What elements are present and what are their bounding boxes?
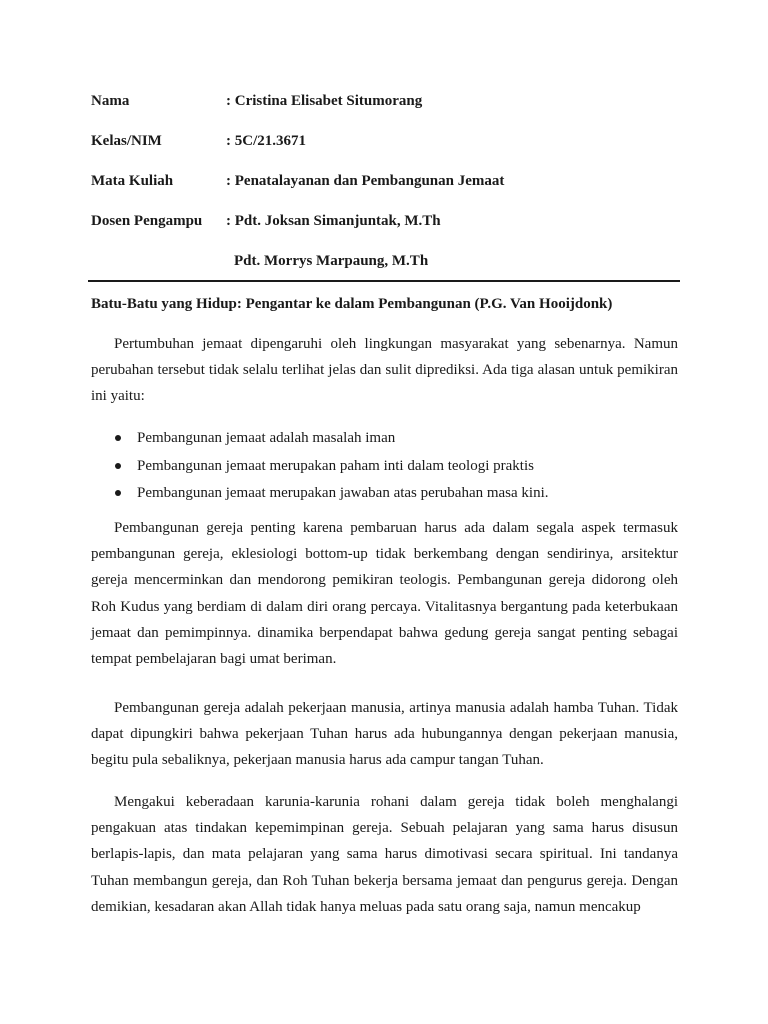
header-label: Nama bbox=[91, 93, 130, 109]
header-row-dosen-pengampu bbox=[91, 211, 441, 231]
list-item bbox=[91, 482, 678, 510]
second-lecturer: Pdt. Morrys Marpaung, M.Th bbox=[234, 253, 429, 269]
bullet-icon bbox=[115, 490, 121, 496]
bullet-list bbox=[91, 427, 678, 510]
bullet-icon bbox=[115, 435, 121, 441]
header-value: : Cristina Elisabet Situmorang bbox=[226, 93, 423, 109]
document-title: Batu-Batu yang Hidup: Pengantar ke dalam Pembangunan (P.G. Van Hooijdonk) bbox=[91, 296, 613, 312]
intro-paragraph: Pertumbuhan jemaat dipengaruhi oleh lingkungan masyarakat yang sebenarnya. Namun perubahan tersebut tidak selalu terlihat jelas dan sulit diprediksi. Ada tiga alasan untuk pemikiran ini yaitu: bbox=[91, 336, 678, 405]
header-row-nama bbox=[91, 91, 422, 111]
header-label: Dosen Pengampu bbox=[91, 213, 203, 229]
body-paragraph: Mengakui keberadaan karunia-karunia rohani dalam gereja tidak boleh menghalangi pengakuan atas tindakan kepemimpinan gereja. Sebuah pelajaran yang sama harus disusun berlapis-lapis, dan mata pelajaran yang sama harus dimotivasi secara spiritual. Ini tandanya Tuhan membangun gereja, dan Roh Tuhan bekerja bersama jemaat dan pengurus gereja. Dengan demikian, kesadaran akan Allah tidak hanya meluas pada satu orang saja, namun mencakup bbox=[91, 794, 678, 915]
body-paragraph: Pembangunan gereja penting karena pembaruan harus ada dalam segala aspek termasuk pembangunan gereja, eklesiologi bottom-up tidak berkembang dengan sendirinya, arsitektur gereja mencerminkan dan mendorong pemikiran teologis. Pembangunan gereja didorong oleh Roh Kudus yang berdiam di dalam diri orang percaya. Vitalitasnya bergantung pada keterbukaan jemaat dan pemimpinnya. dinamika berpendapat bahwa gedung gereja sangat penting sebagai tempat pembelajaran bagi umat beriman. bbox=[91, 520, 678, 668]
header-value: : Penatalayanan dan Pembangunan Jemaat bbox=[226, 173, 505, 189]
header-label: Kelas/NIM bbox=[91, 133, 162, 149]
header-row-mata-kuliah bbox=[91, 171, 504, 191]
bullet-icon bbox=[115, 463, 121, 469]
list-item bbox=[91, 427, 678, 455]
list-item-text: Pembangunan jemaat merupakan paham inti dalam teologi praktis bbox=[137, 457, 534, 474]
header-value: : 5C/21.3671 bbox=[226, 133, 306, 149]
header-row-kelas-nim bbox=[91, 131, 306, 151]
header-value: : Pdt. Joksan Simanjuntak, M.Th bbox=[226, 213, 441, 229]
list-item-text: Pembangunan jemaat merupakan jawaban atas perubahan masa kini. bbox=[137, 485, 549, 501]
list-item bbox=[91, 455, 678, 483]
header-label: Mata Kuliah bbox=[91, 173, 174, 189]
list-item-text: Pembangunan jemaat adalah masalah iman bbox=[137, 430, 396, 446]
header-divider bbox=[88, 280, 680, 282]
body-paragraph: Pembangunan gereja adalah pekerjaan manusia, artinya manusia adalah hamba Tuhan. Tidak dapat dipungkiri bahwa pekerjaan Tuhan harus ada hubungannya dengan pekerjaan manusia, begitu pula sebaliknya, pekerjaan manusia harus ada campur tangan Tuhan. bbox=[91, 700, 678, 769]
